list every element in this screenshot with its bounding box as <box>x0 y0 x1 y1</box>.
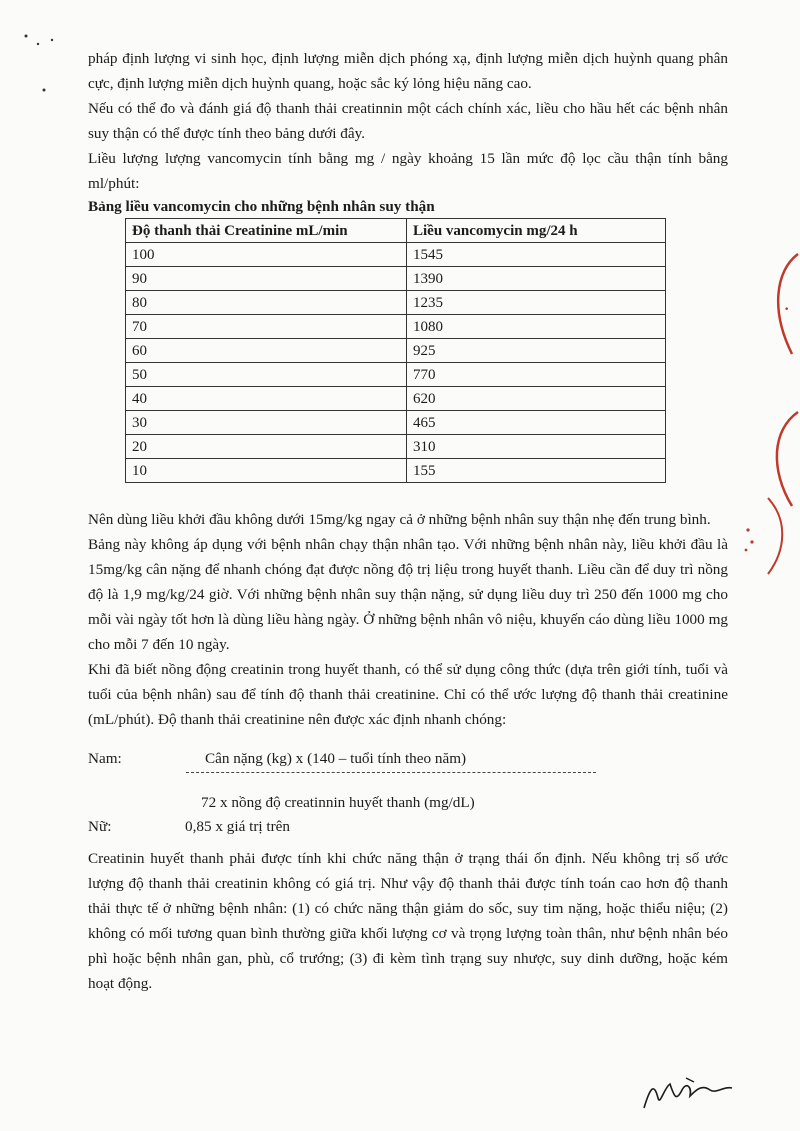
dose-table <box>125 218 666 483</box>
table-row <box>126 435 666 459</box>
paragraph-hemodialysis: Bảng này không áp dụng với bệnh nhân chạy thận nhân tạo. Với những bệnh nhân này, liều khởi đầu là 15mg/kg cân nặng để nhanh chóng đạt được nồng độ trị liệu trong huyết thanh. Liều cần để duy trì nồng độ là 1,9 mg/kg/24 giờ. Với những bệnh nhân suy thận nặng, sử dụng liều duy trì 250 đến 1000 mg cho mỗi vài ngày tốt hơn là dùng liều hàng ngày. Ở những bệnh nhân vô niệu, khuyến cáo dùng liều 1000 mg cho mỗi 7 đến 10 ngày. <box>88 536 728 653</box>
cell-dose: 1545 <box>407 243 666 267</box>
scan-speck-marks <box>18 28 78 98</box>
paragraph-dose-rule: Liều lượng lượng vancomycin tính bằng mg / ngày khoảng 15 lần mức độ lọc cầu thận tính bằng ml/phút: <box>88 150 728 192</box>
table-row <box>126 459 666 483</box>
cell-clearance: 50 <box>126 363 407 387</box>
table-header-row <box>126 219 666 243</box>
table-row <box>126 291 666 315</box>
document-page <box>88 46 728 996</box>
paragraph-clearance-formula-intro: Khi đã biết nồng động creatinin trong huyết thanh, có thể sử dụng công thức (dựa trên giới tính, tuổi và tuổi của bệnh nhân) sau để tính độ thanh thải creatinine. Chỉ có thể ước lượng độ thanh thải creatinine (mL/phút). Độ thanh thải creatinine nên được xác định nhanh chóng: <box>88 661 728 728</box>
cell-clearance: 30 <box>126 411 407 435</box>
cell-clearance: 20 <box>126 435 407 459</box>
cell-dose: 155 <box>407 459 666 483</box>
table-row <box>126 315 666 339</box>
cell-dose: 1235 <box>407 291 666 315</box>
formula-denominator: 72 x nồng độ creatinnin huyết thanh (mg/dL) <box>201 794 475 811</box>
paragraph-loading-dose: Nên dùng liều khởi đầu không dưới 15mg/kg ngay cả ở những bệnh nhân suy thận nhẹ đến trung bình. <box>88 511 711 528</box>
cell-dose: 1390 <box>407 267 666 291</box>
cell-dose: 620 <box>407 387 666 411</box>
formula-female-label: Nữ: <box>88 818 112 835</box>
spacer <box>88 483 728 507</box>
table-row <box>126 339 666 363</box>
paragraph-renal-dosing: Nếu có thể đo và đánh giá độ thanh thải creatinnin một cách chính xác, liều cho hầu hết các bệnh nhân suy thận có thể được tính theo bảng dưới đây. <box>88 100 728 142</box>
formula-numerator: Cân nặng (kg) x (140 – tuổi tính theo năm) <box>205 750 467 767</box>
column-header-dose: Liều vancomycin mg/24 h <box>407 219 666 243</box>
table-row <box>126 363 666 387</box>
cell-clearance: 70 <box>126 315 407 339</box>
cell-dose: 770 <box>407 363 666 387</box>
table-row <box>126 411 666 435</box>
cell-dose: 465 <box>407 411 666 435</box>
paragraph-serum-creatinine-notes: Creatinin huyết thanh phải được tính khi chức năng thận ở trạng thái ổn định. Nếu không trị số ước lượng độ thanh thải creatinin không có giá trị. Như vậy độ thanh thải được tính toán cao hơn độ thanh thải thực tế ở những bệnh nhân: (1) có chức năng thận giảm do sốc, suy tim nặng, hoặc thiểu niệu; (2) không có mối tương quan bình thường giữa khối lượng cơ và trọng lượng toàn thân, như bệnh nhân béo phì hoặc bệnh nhân gan, phù, cổ trướng; (3) đi kèm tình trạng suy nhược, suy dinh dưỡng, hoặc kém hoạt động. <box>88 850 728 992</box>
cell-clearance: 100 <box>126 243 407 267</box>
clearance-formula <box>88 746 728 846</box>
formula-female-value: 0,85 x giá trị trên <box>185 818 291 835</box>
stamp-fragment-upper <box>762 250 800 360</box>
table-row <box>126 267 666 291</box>
formula-fraction-line <box>186 772 596 773</box>
cell-clearance: 10 <box>126 459 407 483</box>
cell-dose: 310 <box>407 435 666 459</box>
handwritten-signature <box>640 1068 740 1116</box>
cell-dose: 925 <box>407 339 666 363</box>
table-row <box>126 243 666 267</box>
cell-clearance: 90 <box>126 267 407 291</box>
formula-male-label: Nam: <box>88 750 122 767</box>
table-row <box>126 387 666 411</box>
cell-dose: 1080 <box>407 315 666 339</box>
column-header-clearance: Độ thanh thải Creatinine mL/min <box>126 219 407 243</box>
cell-clearance: 40 <box>126 387 407 411</box>
paragraph-assay-methods: pháp định lượng vi sinh học, định lượng miễn dịch phóng xạ, định lượng miễn dịch huỳnh quang phân cực, định lượng miễn dịch huỳnh quang, hoặc sắc ký lỏng hiệu năng cao. <box>88 50 728 92</box>
table-caption: Bảng liều vancomycin cho những bệnh nhân suy thận <box>88 198 435 215</box>
stamp-fragment-dots <box>728 490 800 580</box>
svg-text:•: • <box>784 305 790 315</box>
cell-clearance: 80 <box>126 291 407 315</box>
cell-clearance: 60 <box>126 339 407 363</box>
